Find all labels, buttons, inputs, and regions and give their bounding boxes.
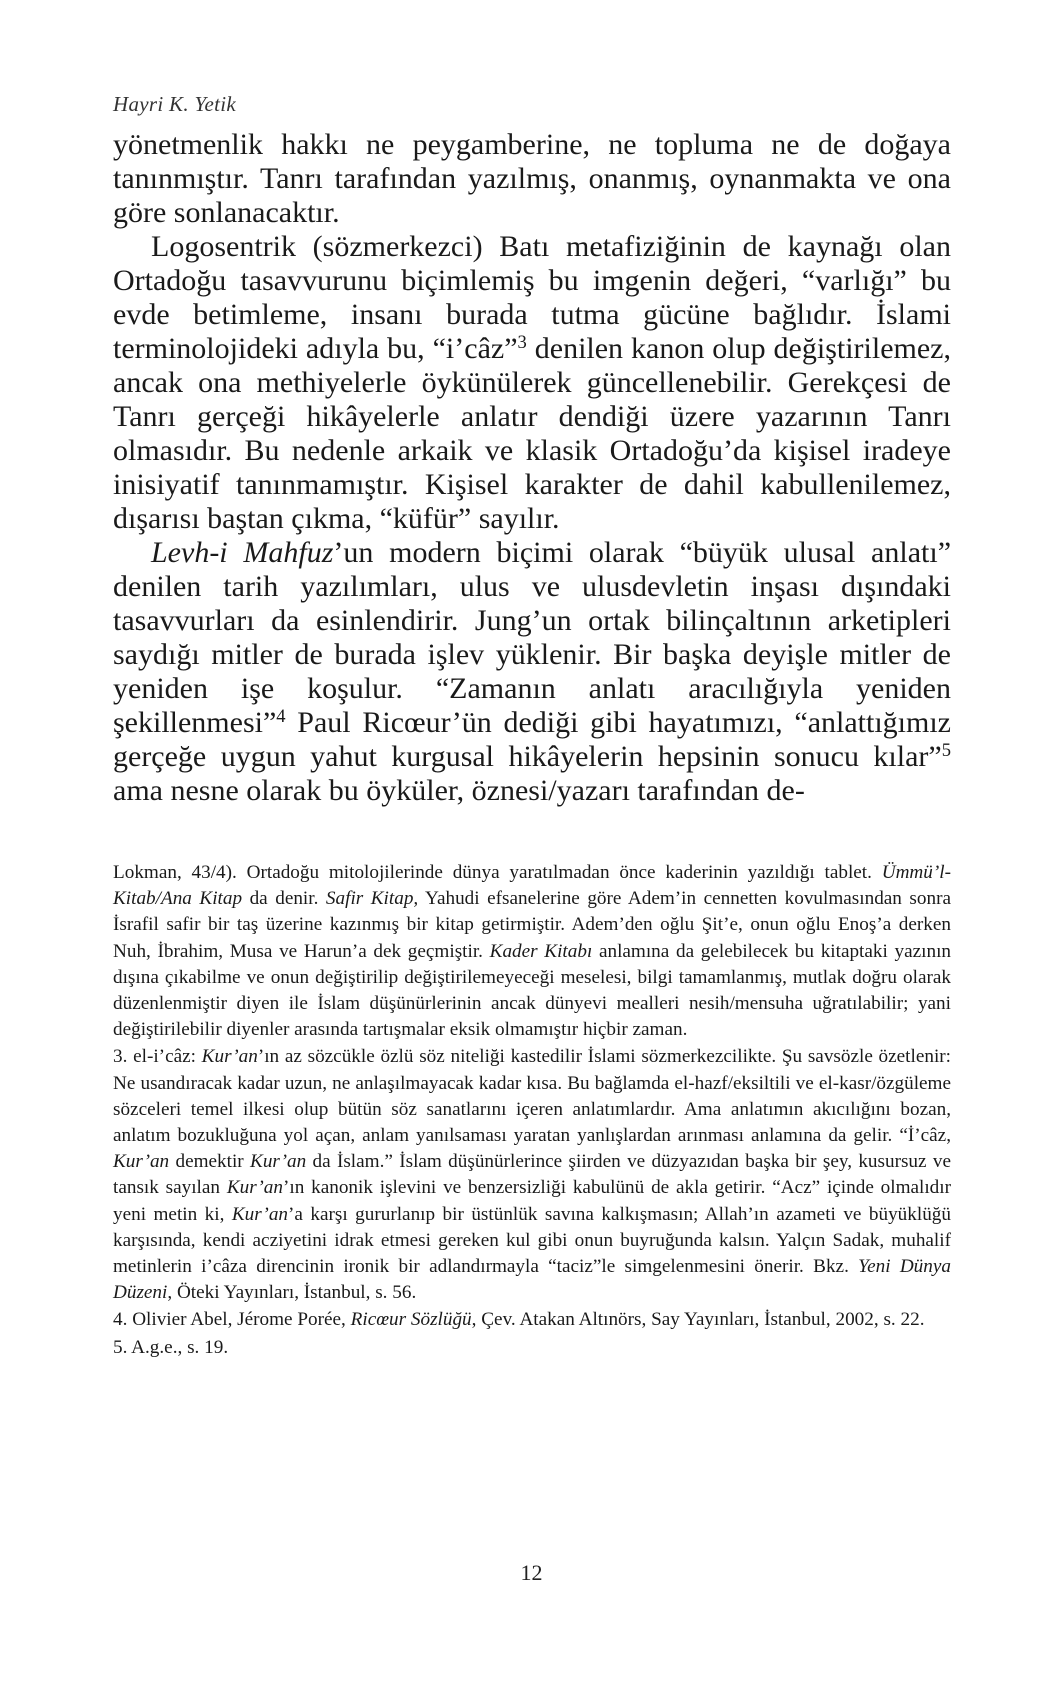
footnote-5: 5. A.g.e., s. 19.	[113, 1336, 229, 1358]
main-text	[113, 128, 951, 808]
footnotes	[113, 860, 951, 1361]
footnote-3: 3. el-i’câz: Kur’an’ın az sözcükle özlü söz niteliği kastedilir İslami sözmerkezcilikte. Şu savsözle özetlenir: Ne usandıracak kadar uzun, ne anlaşılmayacak kadar kısa. Bu bağlamda el-hazf/eksiltili ve el-kasr/özgüleme sözceleri temel ilkesi olup bütün söz sanatlarını içeren anlatımlardır. Ama anlatımın akıcılığını bozan, anlatım bozukluğuna yol açan, anlam yanılsaması yaratan yanlışlardan arınması anlamına da gelir. “İ’câz, Kur’an demektir Kur’an da İslam.” İslam düşünürlerince şiirden ve düzyazıdan başka bir şey, kusursuz ve tansık sayılan Kur’an’ın kanonik işlevini ve benzersizliği kabulünü de akla getirir. “Acz” içinde olmalıdır yeni metin ki, Kur’an’a karşı gururlanıp bir üstünlük savına kalkışmasın; Allah’ın azameti ve büyüklüğü karşısında, kendi acziyetini idrak etmesi gereken kul gibi onun buyruğunda kalsın. Yalçın Sadak, muhalif metinlerin i’câza direncinin ironik bir adlandırmayla “taciz”le simgelenmesini önerir. Bkz. Yeni Dünya Düzeni, Öteki Yayınları, İstanbul, s. 56.	[113, 1046, 951, 1304]
paragraph-2: Logosentrik (sözmerkezci) Batı metafiziğinin de kaynağı olan Ortadoğu tasavvurunu biçimlemiş bu imgenin değeri, “varlığı” bu evde betimleme, insanı burada tutma gücüne bağlıdır. İslami terminolojideki adıyla bu, “i’câz”$^3$ denilen kanon olup değiştirilemez, ancak ona methiyelerle öykünülerek güncellenebilir. Gerekçesi de Tanrı gerçeği hikâyelerle anlatır dendiği üzere yazarının Tanrı olmasıdır. Bu nedenle arkaik ve klasik Ortadoğu’da kişisel iradeye inisiyatif tanınmamıştır. Kişisel karakter de dahil kabullenilemez, dışarısı baştan çıkma, “küfür” sayılır.	[113, 230, 951, 535]
italic-term: Levh-i Mahfuz	[151, 536, 334, 569]
paragraph-1: yönetmenlik hakkı ne peygamberine, ne topluma ne de doğaya tanınmıştır. Tanrı tarafından yazılmış, onanmış, oynanmakta ve ona göre sonlanacaktır.	[113, 128, 951, 229]
page-number: 12	[520, 1560, 543, 1585]
footnote-ref-5[interactable]: 5	[941, 739, 951, 761]
footnote-ref-4[interactable]: 4	[276, 705, 286, 727]
footnote-continued: Lokman, 43/4). Ortadoğu mitolojilerinde dünya yaratılmadan önce kaderinin yazıldığı tablet. Ümmü’l-Kitab/Ana Kitap da denir. Safir Kitap, Yahudi efsanelerine göre Adem’in cennetten kovulmasından sonra İsrafil safir bir taş üzerine kazınmış bir kitap getirmiştir. Adem’den oğlu Şit’e, onun oğlu Enoş’a derken Nuh, İbrahim, Musa ve Harun’a dek geçmiştir. Kader Kitabı anlamına da gelebilecek bu kitaptaki yazının dışına çıkabilme ve onun değiştirilip değiştirilemeyeceği meselesi, bilgi tamamlanmış, mutlak doğru olarak düzenlenmiştir diyen ile İslam düşünürlerinin ancak dünyevi mealleri nesih/mensuha uğratılabilir; yani değiştirilebilir diyenler arasında tartışmalar eksik olmamıştır hiçbir zaman.	[113, 862, 951, 1041]
footnote-ref-3[interactable]: 3	[517, 331, 527, 353]
paragraph-3: Levh-i Mahfuz’un modern biçimi olarak “büyük ulusal anlatı” denilen tarih yazılımları, ulus ve ulusdevletin inşası dışındaki tasavvurları da esinlendirir. Jung’un ortak bilinçaltının arketipleri saydığı mitler de burada işlev yüklenir. Bir başka deyişle mitler de yeniden işe koşulur. “Zamanın anlatı aracılığıyla yeniden şekillenmesi”$^4$ Paul Ricœur’ün dediği gibi hayatımızı, “anlattığımız gerçeğe uygun yahut kurgusal hikâyelerin hepsinin sonucu kılar”$^5$ ama nesne olarak bu öyküler, öznesi/yazarı tarafından de-	[113, 536, 952, 807]
running-head: Hayri K. Yetik	[113, 92, 237, 116]
footnote-4: 4. Olivier Abel, Jérome Porée, Ricœur Sözlüğü, Çev. Atakan Altınörs, Say Yayınları, İstanbul, 2002, s. 22.	[113, 1309, 925, 1331]
